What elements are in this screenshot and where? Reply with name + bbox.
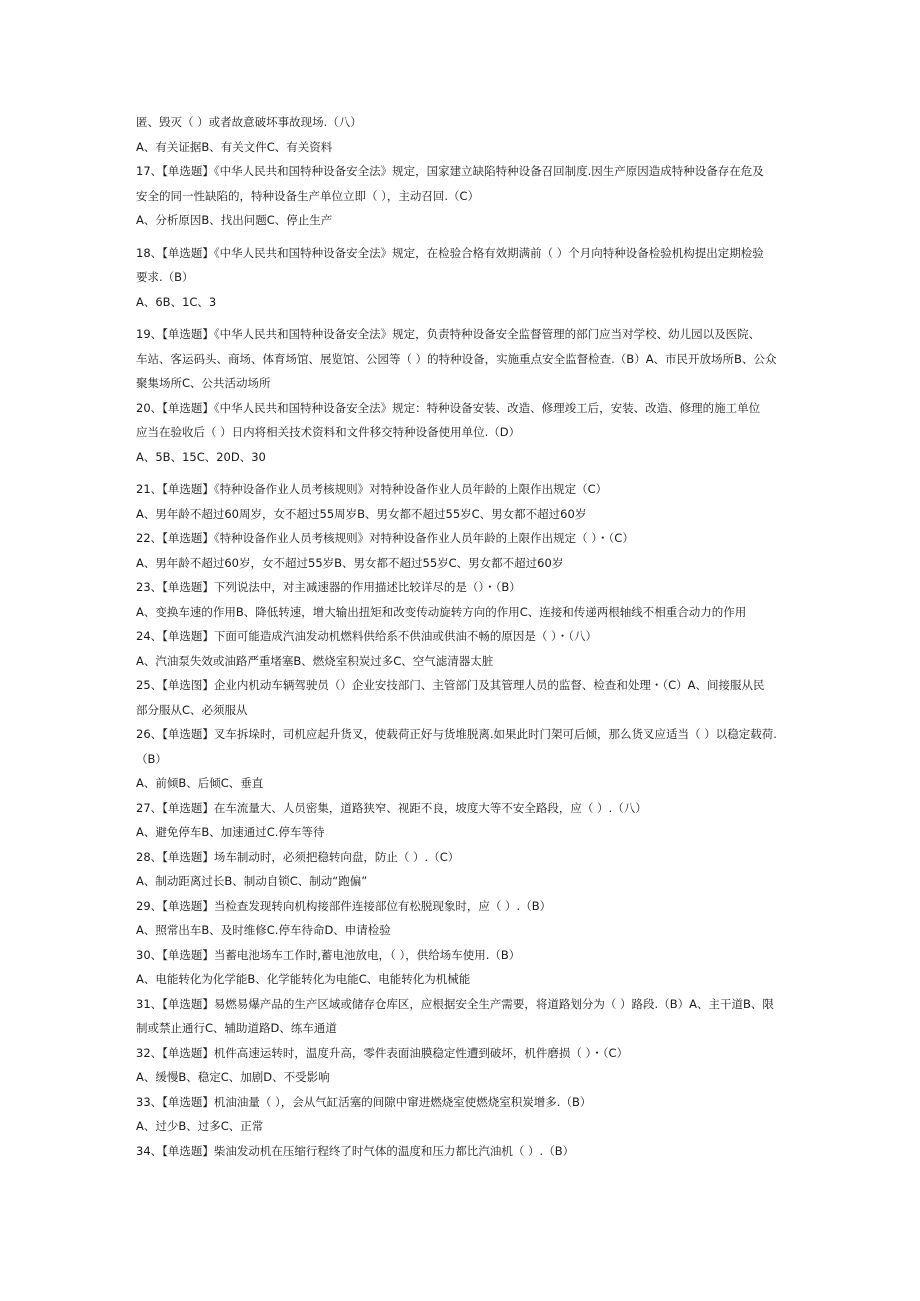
question-25: 25、【单选图】企业内机动车辆驾驶员（）企业安技部门、主管部门及其管理人员的监督、检查和处理・（C）A、间接服从民 (136, 678, 765, 692)
options-20: A、5B、15C、20D、30 (136, 449, 266, 464)
text-line: A、有关证据B、有关文件C、有关资料 (136, 139, 333, 154)
question-17: 17、【单选题】《中华人民共和国特种设备安全法》规定，国家建立缺陷特种设备召回制度.因生产原因造成特种设备存在危及 (136, 164, 764, 178)
question-22: 22、【单选题】《特种设备作业人员考核规则》对特种设备作业人员年龄的上限作出规定（ ）・（C） (136, 531, 634, 545)
text-line: 安全的同一性缺陷的，特种设备生产单位立即（ ），主动召回.（C） (136, 188, 480, 203)
options-26: A、前倾B、后倾C、垂直 (136, 776, 264, 790)
options-33: A、过少B、过多C、正常 (136, 1119, 264, 1133)
options-21: A、男年龄不超过60周岁，女不超过55周岁B、男女都不超过55岁C、男女都不超过60岁 (136, 506, 587, 521)
text-line: （B） (136, 751, 167, 766)
question-20: 20、【单选题】《中华人民共和国特种设备安全法》规定：特种设备安装、改造、修理竣工后，安装、改造、修理的施工单位 (136, 400, 761, 415)
document-page (136, 110, 786, 1163)
text-line: 车站、客运码头、商场、体育场馆、展览馆、公园等（ ）的特种设备，实施重点安全监督检查.（B）A、市民开放场所B、公众 (136, 351, 777, 366)
options-30: A、电能转化为化学能B、化学能转化为电能C、电能转化为机械能 (136, 972, 471, 986)
text-line: 要求.（B） (136, 270, 194, 284)
question-26: 26、【单选题】叉车拆垛时，司机应起升货叉，使载荷正好与货堆脱离.如果此时门架可后倾，那么货叉应适当（ ）以稳定载荷. (136, 727, 777, 741)
question-34: 34、【单选题】柴油发动机在压缩行程终了时气体的温度和压力都比汽油机（ ）.（B） (136, 1143, 575, 1158)
question-23: 23、【单选题】下列说法中，对主减速器的作用描述比较详尽的是（）・（B） (136, 580, 521, 594)
question-32: 32、【单选题】机件高速运转时，温度升高，零件表面油膜稳定性遭到破坏，机件磨损（ ）・（C） (136, 1045, 629, 1060)
options-24: A、汽油泵失效或油路严重堵塞B、燃烧室积炭过多C、空气滤清器太脏 (136, 653, 494, 668)
options-28: A、制动距离过长B、制动自锁C、制动“跑偏” (136, 874, 368, 888)
question-24: 24、【单选题】下面可能造成汽油发动机燃料供给系不供油或供油不畅的原因是（ ）・（八） (136, 629, 598, 643)
options-23: A、变换车速的作用B、降低转速，增大输出扭矩和改变传动旋转方向的作用C、连接和传递两根轴线不相重合动力的作用 (136, 604, 747, 619)
question-18: 18、【单选题】《中华人民共和国特种设备安全法》规定，在检验合格有效期满前（ ）个月向特种设备检验机构提出定期检验 (136, 245, 764, 260)
options-17: A、分析原因B、找出问题C、停止生产 (136, 213, 333, 227)
question-27: 27、【单选题】在车流量大、人员密集，道路狭窄、视距不良，坡度大等不安全路段，应（ ）.（八） (136, 800, 647, 815)
question-33: 33、【单选题】机油油量（ ），会从气缸活塞的间隙中窜进燃烧室使燃烧室积炭增多.（B） (136, 1094, 592, 1109)
options-18: A、6B、1C、3 (136, 294, 217, 309)
text-line: 应当在验收后（ ）日内将相关技术资料和文件移交特种设备使用单位.（D） (136, 425, 521, 439)
text-line: 部分服从C、必须服从 (136, 702, 248, 717)
question-19: 19、【单选题】《中华人民共和国特种设备安全法》规定，负责特种设备安全监督管理的部门应当对学校、幼儿园以及医院、 (136, 327, 761, 341)
options-22: A、男年龄不超过60岁，女不超过55岁B、男女都不超过55岁C、男女都不超过60岁 (136, 555, 564, 570)
question-21: 21、【单选题】《特种设备作业人员考核规则》对特种设备作业人员年龄的上限作出规定（C） (136, 482, 608, 496)
options-29: A、照常出车B、及时维修C.停车待命D、申请检验 (136, 923, 391, 937)
question-28: 28、【单选题】场车制动时，必须把稳转向盘，防止（ ）.（C） (136, 849, 460, 864)
text-line: 匿、毁灭（ ）或者故意破坏事故现场.（八） (136, 115, 362, 129)
text-line: 制或禁止通行C、辅助道路D、练车通道 (136, 1021, 337, 1035)
options-27: A、避免停车B、加速通过C.停车等待 (136, 825, 325, 839)
question-29: 29、【单选题】当检查发现转向机构接部件连接部位有松脱现象时，应（ ）.（B） (136, 898, 552, 913)
options-32: A、缓慢B、稳定C、加剧D、不受影响 (136, 1070, 330, 1084)
question-31: 31、【单选题】易燃易爆产品的生产区域或储存仓库区，应根据安全生产需要，将道路划分为（ ）路段.（B）A、主干道B、限 (136, 996, 774, 1011)
text-line: 聚集场所C、公共活动场所 (136, 376, 271, 390)
question-30: 30、【单选题】当蓄电池场车工作时,蓄电池放电，（ ），供给场车使用.（B） (136, 947, 521, 962)
